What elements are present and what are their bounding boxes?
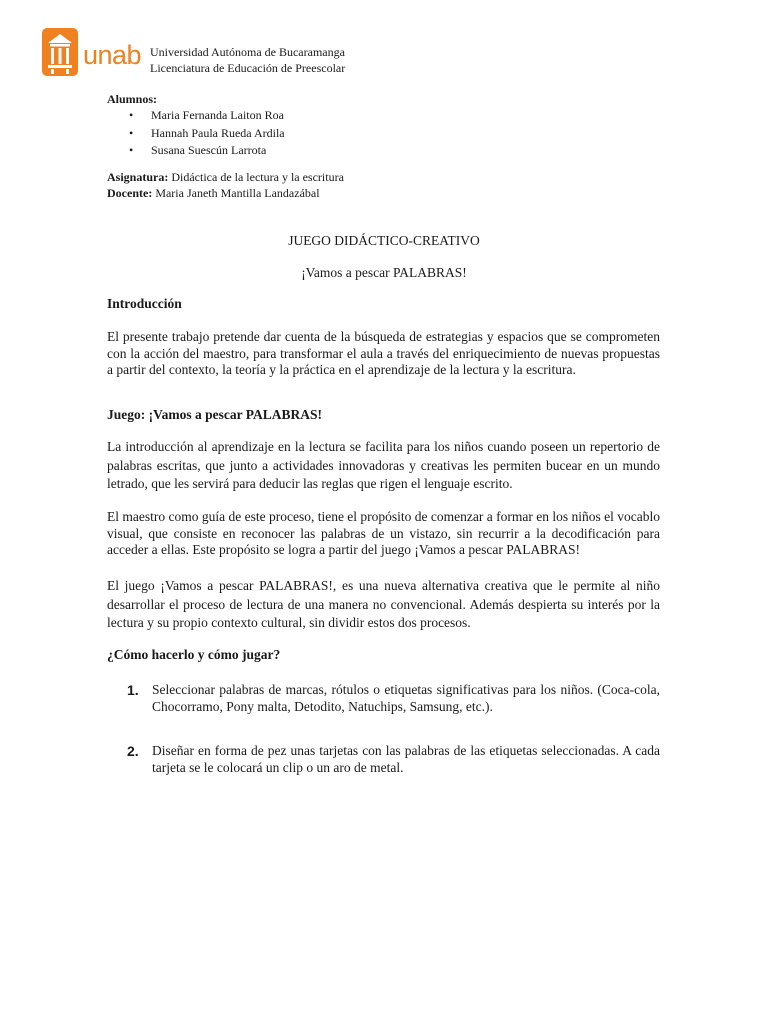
step-item: [107, 743, 660, 776]
logo-wordmark: unab: [83, 40, 142, 70]
step-text: Seleccionar palabras de marcas, rótulos o etiquetas significativas para los niños. (Coca-cola, Chocorramo, Pony malta, Detodito, Natuchips, Samsung, etc.).: [152, 682, 660, 714]
student-item: • Hannah Paula Rueda Ardila: [107, 125, 285, 143]
teacher-line: Docente: Maria Janeth Mantilla Landazábal: [107, 185, 320, 200]
document-subtitle: ¡Vamos a pescar PALABRAS!: [301, 265, 467, 280]
step-item: [107, 682, 660, 715]
students-list: [107, 107, 285, 160]
students-label: Alumnos:: [107, 92, 158, 106]
steps-list: [107, 743, 660, 776]
subject-line: Asignatura: Didáctica de la lectura y la escritura: [107, 170, 344, 184]
intro-paragraph: El presente trabajo pretende dar cuenta de la búsqueda de estrategias y espacios que se comprometen con la acción del maestro, para transformar el aula a través del enriquecimiento de nuevas propuestas a partir del contexto, la teoría y la práctica en el aprendizaje de la lectura y la escritura.: [107, 329, 660, 377]
program-name: Licenciatura de Educación de Preescolar: [150, 60, 346, 75]
game-paragraph-3: El juego ¡Vamos a pescar PALABRAS!, es una nueva alternativa creativa que le permite al niño desarrollar el proceso de lectura de una manera no convencional. Además despierta su interés por la lectura y su propio contexto cultural, sin dividir estos dos procesos.: [107, 578, 660, 630]
student-item: • Maria Fernanda Laiton Roa: [107, 107, 285, 125]
institution-block: [150, 45, 345, 76]
step-number: 2.: [127, 743, 139, 759]
university-logo: [42, 28, 142, 76]
steps-list: [107, 682, 660, 715]
game-heading: Juego: ¡Vamos a pescar PALABRAS!: [107, 407, 322, 422]
step-text: Diseñar en forma de pez unas tarjetas con las palabras de las etiquetas seleccionadas. A cada tarjeta se le colocará un clip o un aro de metal.: [152, 743, 660, 775]
bullet-icon: •: [129, 108, 134, 122]
document-title: JUEGO DIDÁCTICO-CREATIVO: [288, 233, 480, 248]
step-number: 1.: [127, 682, 139, 698]
bullet-icon: •: [129, 125, 134, 140]
game-paragraph-2: El maestro como guía de este proceso, tiene el propósito de comenzar a formar en los niños el vocablo visual, que consiste en reconocer las palabras de un vistazo, sin recurrir a la decodificación para acceder a ellas. Este propósito se logra a partir del juego ¡Vamos a pescar PALABRAS!: [107, 509, 660, 557]
university-name: Universidad Autónoma de Bucaramanga: [150, 45, 345, 59]
university-building-icon: [42, 28, 78, 76]
course-meta: [107, 170, 344, 201]
student-item: • Susana Suescún Larrota: [107, 142, 285, 160]
bullet-icon: •: [129, 143, 134, 157]
intro-heading: Introducción: [107, 296, 182, 311]
game-paragraph-1: La introducción al aprendizaje en la lectura se facilita para los niños cuando poseen un repertorio de palabras escritas, que junto a actividades innovadoras y creativas les permiten bucear en un mundo letrado, que les servirá para deducir las reglas que rigen el lenguaje escrito.: [107, 439, 660, 491]
how-heading: ¿Cómo hacerlo y cómo jugar?: [107, 647, 281, 662]
